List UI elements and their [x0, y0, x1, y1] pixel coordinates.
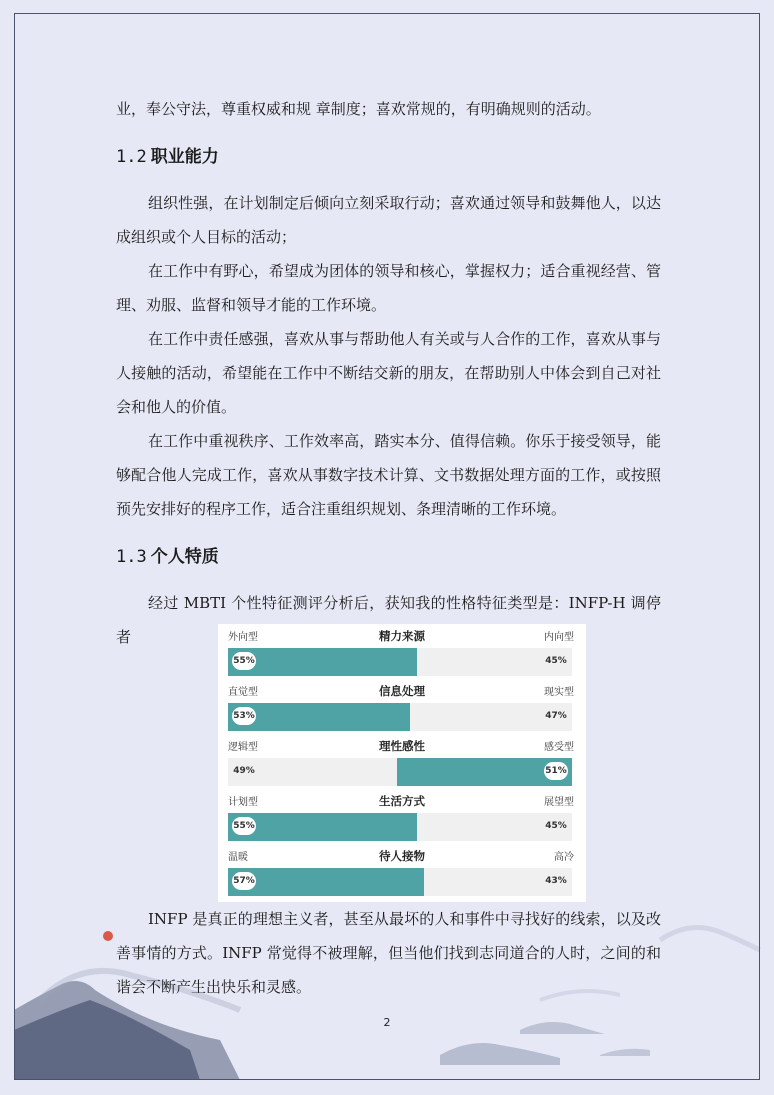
section-title: 职业能力 [150, 147, 219, 167]
paragraph-ability-3: 在工作中责任感强，喜欢从事与帮助他人有关或与人合作的工作，喜欢从事与人接触的活动，希望能在工作中不断结交新的朋友，在帮助别人中体会到自己对社会和他人的价值。 [116, 330, 661, 416]
document-body-tail [116, 902, 661, 1004]
dimension-left-label: 温暖 [228, 852, 248, 863]
dimension-left-percent: 49% [233, 766, 255, 776]
dimension-left-label: 外向型 [228, 632, 258, 643]
chart-dimension-row [218, 624, 586, 680]
section-title: 个人特质 [150, 547, 219, 567]
dimension-left-percent: 55% [230, 815, 258, 837]
section-heading-1-2 [116, 140, 661, 174]
paragraph-mbti-intro: 经过 MBTI 个性特征测评分析后，获知我的性格特征类型是：INFP-H 调停者 [116, 594, 661, 646]
chart-dimension-row [218, 679, 586, 735]
dimension-track [228, 648, 572, 676]
dimension-title: 精力来源 [379, 629, 425, 643]
paragraph-ability-4: 在工作中重视秩序、工作效率高，踏实本分、值得信赖。你乐于接受领导，能够配合他人完成工作，喜欢从事数字技术计算、文书数据处理方面的工作，或按照预先安排好的程序工作，适合注重组织规划、条理清晰的工作环境。 [116, 432, 661, 518]
dimension-title: 生活方式 [379, 794, 425, 808]
chart-dimension-row [218, 789, 586, 845]
document-body [116, 92, 661, 654]
dimension-right-percent: 51% [542, 760, 570, 782]
dimension-left-percent: 57% [230, 870, 258, 892]
dimension-right-percent: 43% [545, 876, 567, 886]
paragraph-intro: 业，奉公守法，尊重权威和规 章制度；喜欢常规的，有明确规则的活动。 [116, 100, 601, 118]
paragraph-infp: INFP 是真正的理想主义者，甚至从最坏的人和事件中寻找好的线索，以及改善事情的方式。INFP 常觉得不被理解，但当他们找到志同道合的人时，之间的和谐会不断产生出快乐和灵感。 [116, 910, 661, 996]
dimension-right-label: 高冷 [554, 852, 574, 863]
dimension-right-percent: 45% [545, 656, 567, 666]
dimension-title: 理性感性 [379, 739, 425, 753]
dimension-left-label: 计划型 [228, 797, 258, 808]
section-number: 1.2 [116, 147, 147, 167]
dimension-right-label: 感受型 [544, 742, 574, 753]
dimension-title: 信息处理 [379, 684, 425, 698]
page-number: 2 [383, 1016, 391, 1029]
chart-dimension-row [218, 734, 586, 790]
dimension-track [228, 703, 572, 731]
dimension-track [228, 813, 572, 841]
mbti-chart [218, 624, 586, 902]
paragraph-ability-1: 组织性强，在计划制定后倾向立刻采取行动；喜欢通过领导和鼓舞他人，以达成组织或个人目标的活动； [116, 194, 661, 246]
dimension-left-label: 直觉型 [228, 687, 258, 698]
dimension-left-percent: 55% [230, 650, 258, 672]
section-number: 1.3 [116, 547, 147, 567]
dimension-track [228, 758, 572, 786]
dimension-track [228, 868, 572, 896]
dimension-right-percent: 45% [545, 821, 567, 831]
dimension-left-label: 逻辑型 [228, 742, 258, 753]
dimension-left-percent: 53% [230, 705, 258, 727]
dimension-title: 待人接物 [379, 849, 425, 863]
dimension-right-label: 现实型 [544, 687, 574, 698]
dimension-right-label: 内向型 [544, 632, 574, 643]
paragraph-ability-2: 在工作中有野心，希望成为团体的领导和核心，掌握权力；适合重视经营、管理、劝服、监督和领导才能的工作环境。 [116, 262, 661, 314]
dimension-right-percent: 47% [545, 711, 567, 721]
section-heading-1-3 [116, 540, 661, 574]
chart-dimension-row [218, 844, 586, 900]
dimension-right-label: 展望型 [544, 797, 574, 808]
